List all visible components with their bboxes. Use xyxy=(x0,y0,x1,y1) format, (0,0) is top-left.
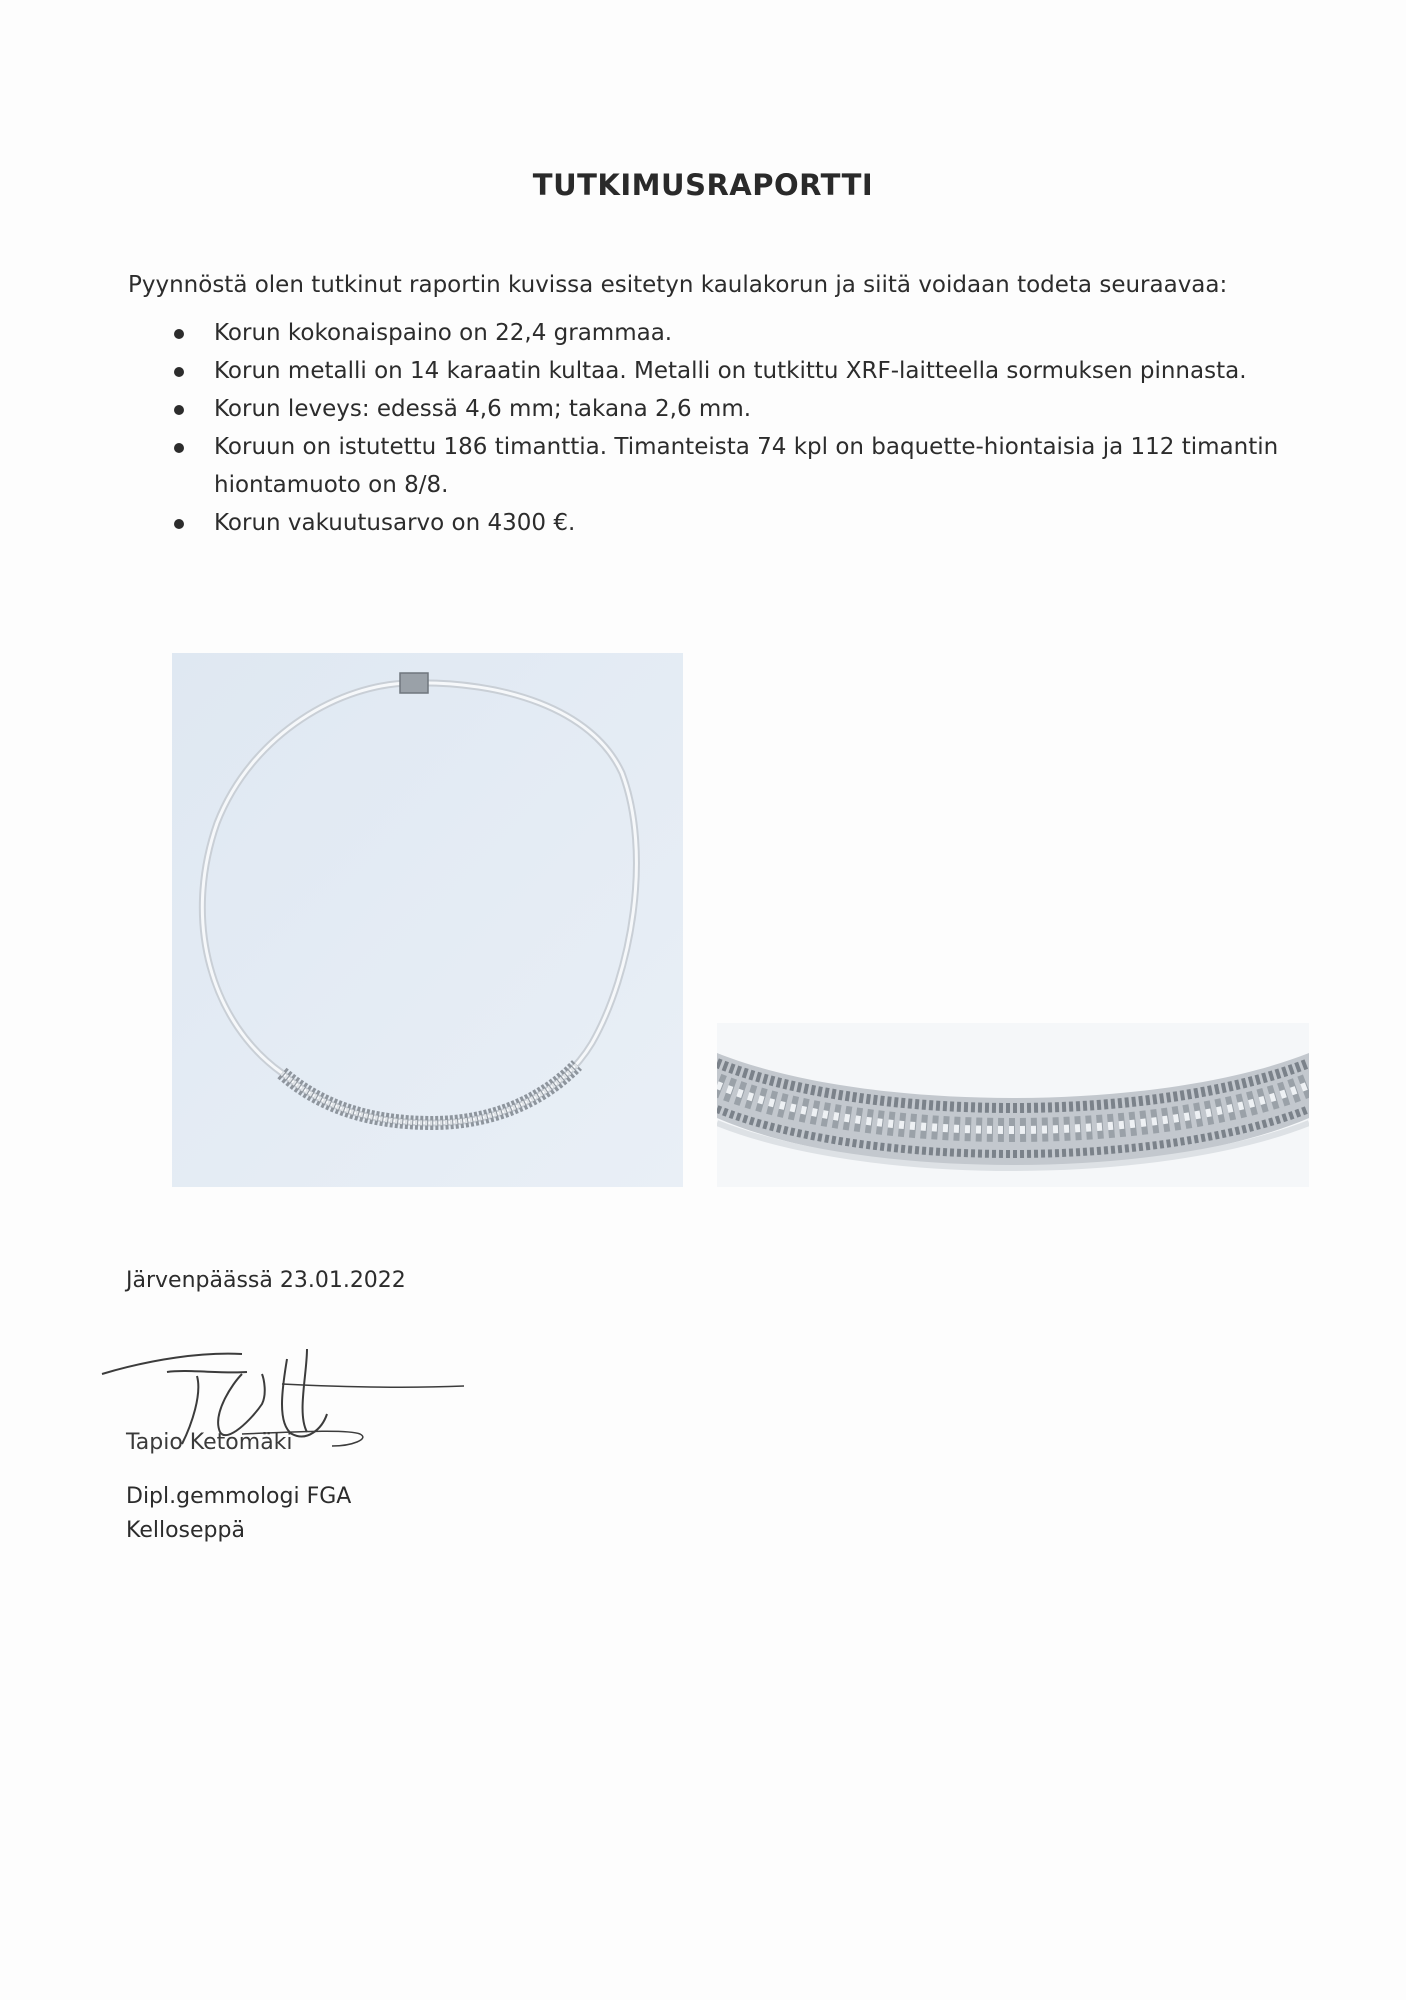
signer-title: Dipl.gemmologi FGA xyxy=(126,1484,352,1509)
bullet-icon xyxy=(174,519,184,529)
bullet-icon xyxy=(174,443,184,453)
bullet-icon xyxy=(174,329,184,339)
necklace-closeup-photo xyxy=(717,1023,1309,1187)
list-item: Korun metalli on 14 karaatin kultaa. Metalli on tutkittu XRF-laitteella sormuksen pinnasta. xyxy=(170,352,1290,390)
necklace-photo xyxy=(172,653,683,1187)
signer-profession: Kelloseppä xyxy=(126,1518,245,1543)
page-title: TUTKIMUSRAPORTTI xyxy=(532,168,874,202)
list-item: Koruun on istutettu 186 timanttia. Timanteista 74 kpl on baquette-hiontaisia ja 112 timantin hiontamuoto on 8/8. xyxy=(170,428,1290,504)
bullet-icon xyxy=(174,405,184,415)
intro-text: Pyynnöstä olen tutkinut raportin kuvissa esitetyn kaulakorun ja siitä voidaan todeta seuraavaa: xyxy=(128,272,1228,298)
signer-name: Tapio Ketomäki xyxy=(126,1430,293,1455)
list-item: Korun leveys: edessä 4,6 mm; takana 2,6 mm. xyxy=(170,390,1290,428)
list-item: Korun vakuutusarvo on 4300 €. xyxy=(170,504,1290,542)
list-item: Korun kokonaispaino on 22,4 grammaa. xyxy=(170,314,1290,352)
findings-list xyxy=(170,314,1290,542)
place-date: Järvenpäässä 23.01.2022 xyxy=(126,1268,406,1293)
bullet-icon xyxy=(174,367,184,377)
